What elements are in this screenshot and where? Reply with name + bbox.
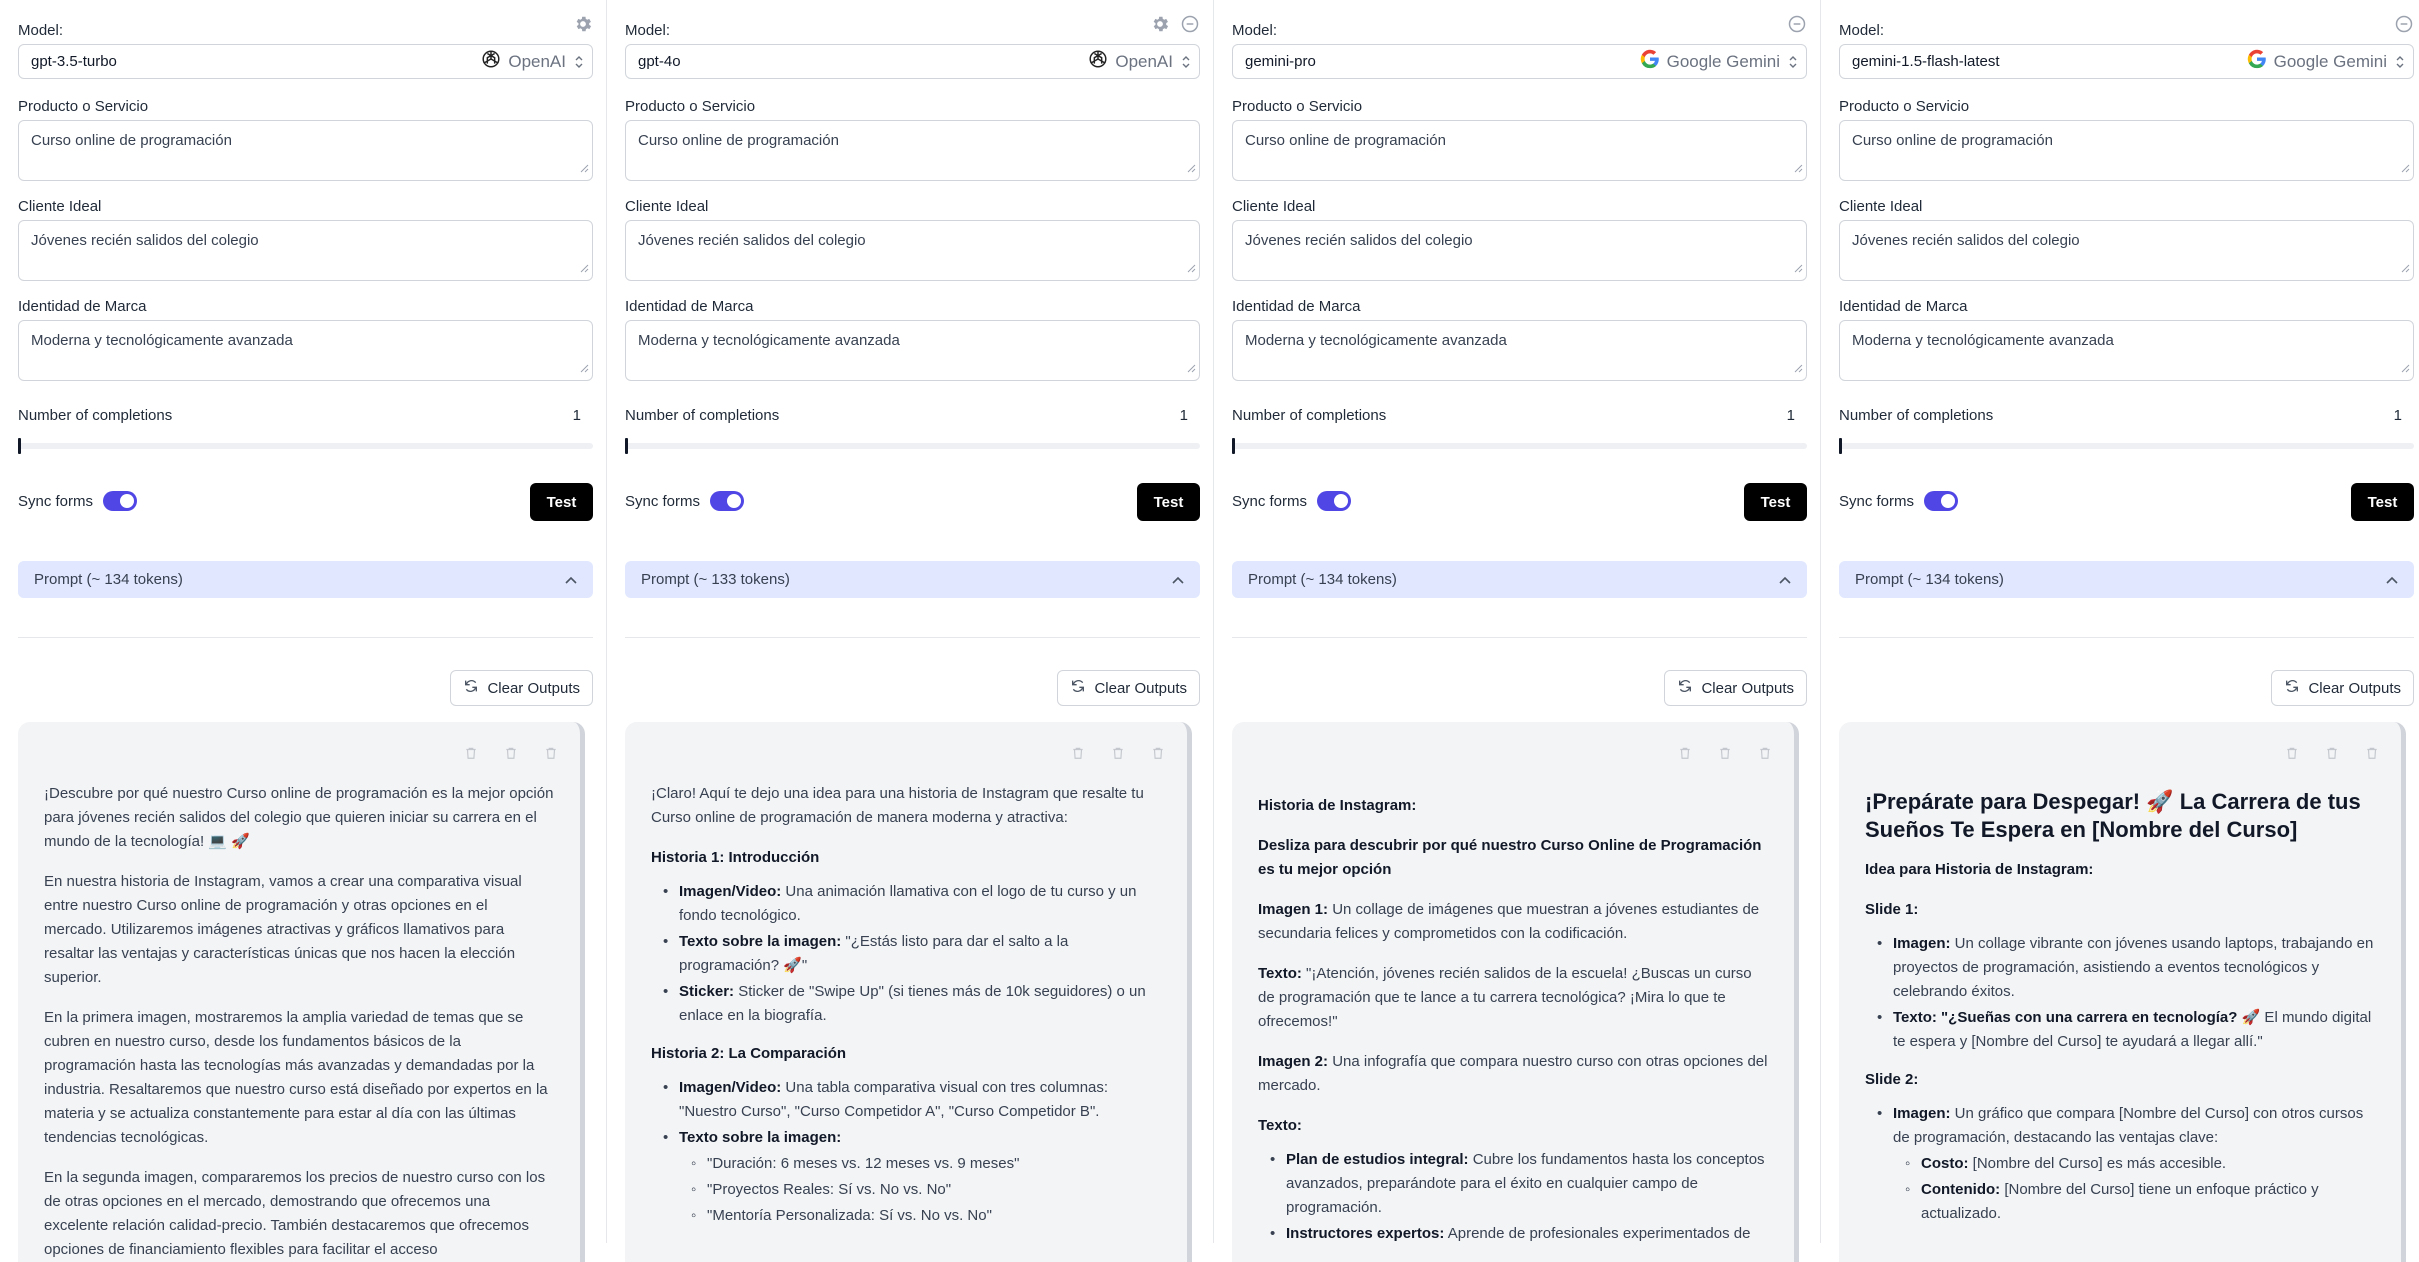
completions-slider[interactable] <box>1232 443 1807 449</box>
identidad-value: Moderna y tecnológicamente avanzada <box>1852 332 2114 349</box>
list-item-key: Instructores expertos: <box>1286 1225 1445 1242</box>
sublist-item: ◦ "Mentoría Personalizada: Sí vs. No vs. No" <box>679 1204 1161 1228</box>
model-name: gemini-1.5-flash-latest <box>1852 53 2000 70</box>
output-card <box>18 722 585 1262</box>
list-item <box>1865 932 2375 1004</box>
completions-slider[interactable] <box>625 443 1200 449</box>
output-heading: Slide 1: <box>1865 901 1919 918</box>
output-paragraph: ¡Descubre por qué nuestro Curso online de programación es la mejor opción para jóvenes recién salidos del colegio que quieren iniciar su carrera en el mundo de la tecnología! 💻 🚀 <box>44 785 554 850</box>
list-item-key: Imagen: <box>1893 935 1951 952</box>
list-item <box>651 980 1161 1028</box>
output-actions <box>1678 744 1772 768</box>
sync-forms-label: Sync forms <box>625 493 701 510</box>
cliente-textarea[interactable] <box>1232 220 1807 281</box>
clear-outputs-label: Clear Outputs <box>1094 679 1187 697</box>
provider-name: OpenAI <box>1115 51 1173 71</box>
output-text: "¡Atención, jóvenes recién salidos de la escuela! ¿Buscas un curso de programación que te lance a tu carrera tecnológica? ¡Mira lo que te ofrecemos!" <box>1258 965 1752 1030</box>
output-paragraph <box>1258 898 1768 946</box>
output-paragraph: En nuestra historia de Instagram, vamos a crear una comparativa visual entre nuestro Curso online de programación y otras opciones en el mercado. Utilizaremos imágenes atractivas y gráficos llamativos para resaltar las ventajas y características únicas que nos hacen la elección superior. <box>44 873 522 986</box>
list-item <box>651 1076 1161 1124</box>
provider <box>480 48 584 75</box>
list-item-key: Imagen/Video: <box>679 1079 782 1096</box>
list-item-text: Un gráfico que compara [Nombre del Curso] con otros cursos de programación, destacando las ventajas clave: <box>1893 1105 2364 1146</box>
provider-name: Google Gemini <box>2273 51 2387 71</box>
clear-outputs-label: Clear Outputs <box>487 679 580 697</box>
cliente-label: Cliente Ideal <box>1839 198 1923 215</box>
sublist-item: ◦ "Proyectos Reales: Sí vs. No vs. No" <box>679 1178 1161 1202</box>
model-select[interactable] <box>18 44 593 79</box>
model-name: gemini-pro <box>1245 53 1316 70</box>
sublist-item-text: [Nombre del Curso] es más accesible. <box>1968 1155 2227 1172</box>
identidad-value: Moderna y tecnológicamente avanzada <box>1245 332 1507 349</box>
resize-grip-icon[interactable] <box>579 260 589 277</box>
producto-value: Curso online de programación <box>638 132 839 149</box>
producto-textarea[interactable] <box>18 120 593 181</box>
completions-label: Number of completions <box>1232 407 1387 424</box>
delete-icon[interactable] <box>2365 744 2379 768</box>
test-button[interactable]: Test <box>530 483 593 521</box>
cliente-label: Cliente Ideal <box>1232 198 1316 215</box>
completions-value: 1 <box>1786 407 1795 424</box>
chevron-up-down-icon <box>2395 54 2405 70</box>
producto-label: Producto o Servicio <box>18 98 149 115</box>
sublist-item-key: Contenido: <box>1921 1181 2001 1198</box>
output-list <box>1865 932 2375 1054</box>
model-label: Model: <box>1232 22 1278 39</box>
list-item-key: Texto sobre la imagen: <box>679 1129 842 1146</box>
output-heading: Desliza para descubrir por qué nuestro Curso Online de Programación es tu mejor opción <box>1258 837 1762 878</box>
prompt-token-label: Prompt (~ 133 tokens) <box>641 571 790 588</box>
output-actions <box>1071 744 1165 768</box>
chevron-up-icon <box>2386 571 2398 588</box>
output-card <box>625 722 1192 1262</box>
delete-icon[interactable] <box>464 744 478 768</box>
resize-grip-icon[interactable] <box>1793 260 1803 277</box>
list-item <box>1258 1222 1768 1246</box>
list-item <box>651 1126 1161 1228</box>
output-heading: Historia 1: Introducción <box>651 849 820 866</box>
provider <box>2246 48 2405 75</box>
list-item-quote: "¿Sueñas con una carrera en tecnología? 🚀 <box>1936 1009 2261 1026</box>
model-select[interactable] <box>1232 44 1807 79</box>
output-paragraph: En la primera imagen, mostraremos la amplia variedad de temas que se cubren en nuestro curso, desde los fundamentos básicos de la programación hasta las tecnologías más avanzadas y demandadas por la industria. Resaltaremos que nuestro curso está diseñado por expertos en la materia y se actualiza constantemente para estar al día con las últimas tendencias tecnológicas. <box>44 1009 548 1146</box>
prompt-accordion[interactable] <box>1839 561 2414 598</box>
completions-slider[interactable] <box>1839 443 2414 449</box>
producto-label: Producto o Servicio <box>625 98 756 115</box>
identidad-label: Identidad de Marca <box>1232 298 1361 315</box>
toggle-knob <box>727 494 741 508</box>
list-item-text: El mundo digital te espera y [Nombre del Curso] te ayudará a llegar allí." <box>1893 1009 2372 1050</box>
output-key: Texto: <box>1258 965 1302 982</box>
resize-grip-icon[interactable] <box>1186 260 1196 277</box>
delete-icon[interactable] <box>2285 744 2299 768</box>
output-card <box>1232 722 1799 1262</box>
toggle-knob <box>1941 494 1955 508</box>
delete-icon[interactable] <box>2325 744 2339 768</box>
divider <box>1232 637 1807 638</box>
list-item-text: Aprende de profesionales experimentados de <box>1444 1225 1751 1242</box>
cliente-label: Cliente Ideal <box>625 198 709 215</box>
list-item <box>1865 1102 2375 1226</box>
test-button[interactable]: Test <box>1137 483 1200 521</box>
sync-forms-label: Sync forms <box>18 493 94 510</box>
prompt-accordion[interactable] <box>18 561 593 598</box>
clear-outputs-button[interactable] <box>2271 670 2414 706</box>
chevron-up-icon <box>1779 571 1791 588</box>
cliente-textarea[interactable] <box>18 220 593 281</box>
refresh-icon <box>463 678 479 698</box>
clear-outputs-label: Clear Outputs <box>1701 679 1794 697</box>
model-label: Model: <box>18 22 64 39</box>
prompt-accordion[interactable] <box>1232 561 1807 598</box>
output-paragraph: En la segunda imagen, compararemos los precios de nuestro curso con los de otras opciones en el mercado, demostrando que ofrecemos una excelente relación calidad-precio. También destacaremos que ofrecemos opciones de financiamiento flexibles para facilitar el acceso <box>44 1169 546 1258</box>
clear-outputs-label: Clear Outputs <box>2308 679 2401 697</box>
prompt-token-label: Prompt (~ 134 tokens) <box>34 571 183 588</box>
producto-value: Curso online de programación <box>1245 132 1446 149</box>
cliente-textarea[interactable] <box>1839 220 2414 281</box>
toggle-knob <box>1334 494 1348 508</box>
model-select[interactable] <box>625 44 1200 79</box>
prompt-token-label: Prompt (~ 134 tokens) <box>1855 571 2004 588</box>
list-item-text: "¿Estás listo para dar el salto a la programación? 🚀" <box>679 933 1069 974</box>
slider-thumb[interactable] <box>1839 438 1842 454</box>
sync-forms-label: Sync forms <box>1232 493 1308 510</box>
identidad-value: Moderna y tecnológicamente avanzada <box>31 332 293 349</box>
panel-top-actions <box>1150 14 1200 34</box>
divider <box>18 637 593 638</box>
completions-value: 1 <box>572 407 581 424</box>
chevron-up-down-icon <box>574 54 584 70</box>
model-label: Model: <box>1839 22 1885 39</box>
google-icon <box>1639 48 1661 75</box>
list-item-key: Imagen/Video: <box>679 883 782 900</box>
panel-top-actions <box>1787 14 1807 34</box>
clear-outputs-button[interactable] <box>1057 670 1200 706</box>
settings-gear-icon[interactable] <box>1150 14 1170 34</box>
cliente-label: Cliente Ideal <box>18 198 102 215</box>
delete-icon[interactable] <box>1718 744 1732 768</box>
chevron-up-down-icon <box>1788 54 1798 70</box>
producto-value: Curso online de programación <box>1852 132 2053 149</box>
refresh-icon <box>1677 678 1693 698</box>
google-icon <box>2246 48 2268 75</box>
test-button[interactable]: Test <box>2351 483 2414 521</box>
model-panel-3 <box>1214 0 1821 1243</box>
sync-forms-toggle[interactable] <box>1317 491 1351 511</box>
model-panel-4 <box>1821 0 2419 1243</box>
output-heading: Slide 2: <box>1865 1071 1919 1088</box>
output-list <box>1865 1102 2375 1226</box>
output-text: Una infografía que compara nuestro curso con otras opciones del mercado. <box>1258 1053 1768 1094</box>
identidad-value: Moderna y tecnológicamente avanzada <box>638 332 900 349</box>
delete-icon[interactable] <box>544 744 558 768</box>
provider-name: OpenAI <box>508 51 566 71</box>
prompt-accordion[interactable] <box>625 561 1200 598</box>
output-key: Imagen 2: <box>1258 1053 1329 1070</box>
output-sublist <box>679 1152 1161 1228</box>
remove-circle-icon[interactable] <box>1787 14 1807 34</box>
cliente-value: Jóvenes recién salidos del colegio <box>1245 232 1473 249</box>
identidad-textarea[interactable] <box>1232 320 1807 381</box>
list-item-text: Un collage vibrante con jóvenes usando laptops, trabajando en proyectos de programación, asistiendo a eventos tecnológicos y celebrando éxitos. <box>1893 935 2374 1000</box>
list-item-key: Sticker: <box>679 983 735 1000</box>
list-item-text: Sticker de "Swipe Up" (si tienes más de 10k seguidores) o un enlace en la biografía. <box>679 983 1146 1024</box>
output-actions <box>2285 744 2379 768</box>
slider-thumb[interactable] <box>625 438 628 454</box>
list-item <box>1258 1148 1768 1220</box>
list-item-key: Plan de estudios integral: <box>1286 1151 1469 1168</box>
resize-grip-icon[interactable] <box>2400 360 2410 377</box>
refresh-icon <box>2284 678 2300 698</box>
chevron-up-icon <box>1172 571 1184 588</box>
completions-value: 1 <box>2393 407 2402 424</box>
delete-icon[interactable] <box>1758 744 1772 768</box>
prompt-token-label: Prompt (~ 134 tokens) <box>1248 571 1397 588</box>
resize-grip-icon[interactable] <box>2400 160 2410 177</box>
output-paragraph <box>1258 962 1768 1034</box>
test-button[interactable]: Test <box>1744 483 1807 521</box>
toggle-knob <box>120 494 134 508</box>
identidad-label: Identidad de Marca <box>625 298 754 315</box>
list-item-key: Imagen: <box>1893 1105 1951 1122</box>
sublist-item-text: [Nombre del Curso] tiene un enfoque práctico y actualizado. <box>1921 1181 2319 1222</box>
remove-circle-icon[interactable] <box>1180 14 1200 34</box>
identidad-textarea[interactable] <box>1839 320 2414 381</box>
sync-forms-toggle[interactable] <box>1924 491 1958 511</box>
list-item-text: Cubre los fundamentos hasta los conceptos avanzados, preparándote para el éxito en cualquier campo de programación. <box>1286 1151 1765 1216</box>
output-heading: Idea para Historia de Instagram: <box>1865 861 2094 878</box>
output-heading: Historia 2: La Comparación <box>651 1045 847 1062</box>
sublist-item: ◦ "Duración: 6 meses vs. 12 meses vs. 9 meses" <box>679 1152 1161 1176</box>
output-paragraph: ¡Claro! Aquí te dejo una idea para una historia de Instagram que resalte tu Curso online de programación de manera moderna y atractiva: <box>651 785 1144 826</box>
slider-thumb[interactable] <box>18 438 21 454</box>
delete-icon[interactable] <box>1151 744 1165 768</box>
chevron-up-down-icon <box>1181 54 1191 70</box>
list-item <box>1865 1006 2375 1054</box>
model-panel-1 <box>0 0 607 1258</box>
output-list <box>651 880 1161 1028</box>
resize-grip-icon[interactable] <box>1793 360 1803 377</box>
delete-icon[interactable] <box>1678 744 1692 768</box>
list-item-text: Una animación llamativa con el logo de tu curso y un fondo tecnológico. <box>679 883 1137 924</box>
identidad-label: Identidad de Marca <box>1839 298 1968 315</box>
output-sublist <box>1893 1152 2375 1226</box>
output-list <box>651 1076 1161 1228</box>
sublist-item-key: Costo: <box>1921 1155 1969 1172</box>
completions-label: Number of completions <box>18 407 173 424</box>
identidad-textarea[interactable] <box>625 320 1200 381</box>
output-actions <box>464 744 558 768</box>
identidad-label: Identidad de Marca <box>18 298 147 315</box>
divider <box>625 637 1200 638</box>
model-panel-2 <box>607 0 1214 1243</box>
cliente-value: Jóvenes recién salidos del colegio <box>31 232 259 249</box>
model-select[interactable] <box>1839 44 2414 79</box>
completions-label: Number of completions <box>1839 407 1994 424</box>
producto-textarea[interactable] <box>1232 120 1807 181</box>
refresh-icon <box>1070 678 1086 698</box>
output-paragraph <box>1258 1050 1768 1098</box>
remove-circle-icon[interactable] <box>2394 14 2414 34</box>
provider <box>1087 48 1191 75</box>
completions-slider[interactable] <box>18 443 593 449</box>
producto-label: Producto o Servicio <box>1232 98 1363 115</box>
openai-icon <box>1087 48 1109 75</box>
delete-icon[interactable] <box>504 744 518 768</box>
panel-top-actions <box>573 14 593 34</box>
identidad-textarea[interactable] <box>18 320 593 381</box>
sublist-item <box>1893 1178 2375 1226</box>
list-item <box>651 930 1161 978</box>
output-text: Un collage de imágenes que muestran a jóvenes estudiantes de secundaria felices y comprometidos con la codificación. <box>1258 901 1760 942</box>
output-list <box>1258 1148 1768 1246</box>
resize-grip-icon[interactable] <box>1793 160 1803 177</box>
output-card <box>1839 722 2406 1262</box>
sublist-item <box>1893 1152 2375 1176</box>
output-title: ¡Prepárate para Despegar! 🚀 La Carrera de tus Sueños Te Espera en [Nombre del Curso] <box>1865 789 2361 842</box>
delete-icon[interactable] <box>1071 744 1085 768</box>
cliente-value: Jóvenes recién salidos del colegio <box>638 232 866 249</box>
list-item-key: Texto sobre la imagen: <box>679 933 842 950</box>
panel-top-actions <box>2394 14 2414 34</box>
sync-forms-toggle[interactable] <box>103 491 137 511</box>
producto-value: Curso online de programación <box>31 132 232 149</box>
producto-textarea[interactable] <box>1839 120 2414 181</box>
completions-label: Number of completions <box>625 407 780 424</box>
cliente-textarea[interactable] <box>625 220 1200 281</box>
resize-grip-icon[interactable] <box>579 160 589 177</box>
producto-textarea[interactable] <box>625 120 1200 181</box>
model-label: Model: <box>625 22 671 39</box>
resize-grip-icon[interactable] <box>2400 260 2410 277</box>
list-item-key: Texto: <box>1893 1009 1937 1026</box>
list-item-text: Una tabla comparativa visual con tres columnas: "Nuestro Curso", "Curso Competidor A", "Curso Competidor B". <box>679 1079 1109 1120</box>
model-name: gpt-4o <box>638 53 681 70</box>
chevron-up-icon <box>565 571 577 588</box>
clear-outputs-button[interactable] <box>450 670 593 706</box>
resize-grip-icon[interactable] <box>1186 360 1196 377</box>
sync-forms-label: Sync forms <box>1839 493 1915 510</box>
list-item <box>651 880 1161 928</box>
slider-thumb[interactable] <box>1232 438 1235 454</box>
clear-outputs-button[interactable] <box>1664 670 1807 706</box>
output-key: Imagen 1: <box>1258 901 1329 918</box>
resize-grip-icon[interactable] <box>1186 160 1196 177</box>
output-heading: Texto: <box>1258 1117 1302 1134</box>
resize-grip-icon[interactable] <box>579 360 589 377</box>
openai-icon <box>480 48 502 75</box>
model-name: gpt-3.5-turbo <box>31 53 117 70</box>
settings-gear-icon[interactable] <box>573 14 593 34</box>
producto-label: Producto o Servicio <box>1839 98 1970 115</box>
completions-value: 1 <box>1179 407 1188 424</box>
provider-name: Google Gemini <box>1666 51 1780 71</box>
delete-icon[interactable] <box>1111 744 1125 768</box>
cliente-value: Jóvenes recién salidos del colegio <box>1852 232 2080 249</box>
provider <box>1639 48 1798 75</box>
sync-forms-toggle[interactable] <box>710 491 744 511</box>
divider <box>1839 637 2414 638</box>
output-heading: Historia de Instagram: <box>1258 797 1417 814</box>
